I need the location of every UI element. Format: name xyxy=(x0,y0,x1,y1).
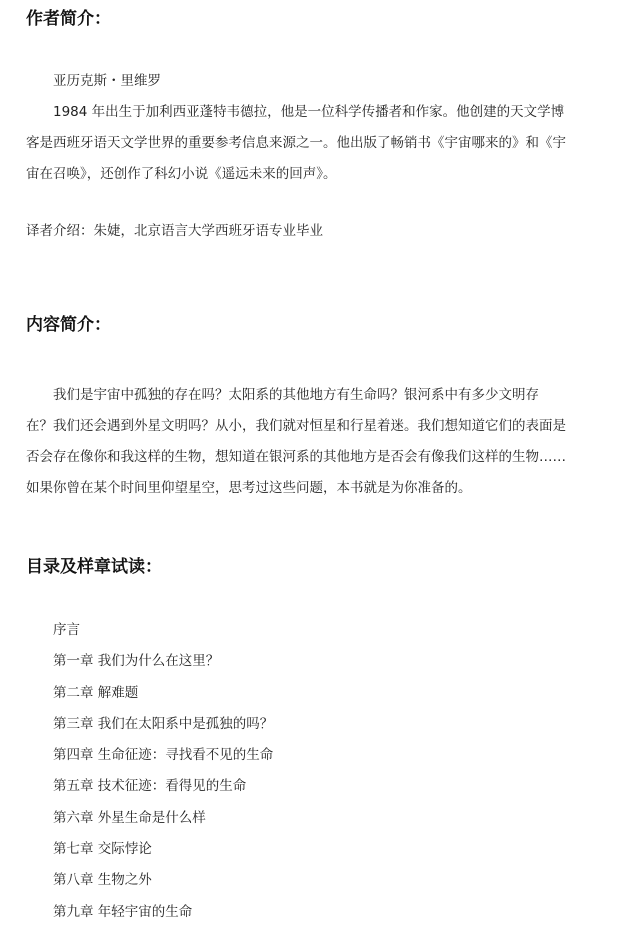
toc-list xyxy=(53,615,273,928)
toc-item-chapter-2[interactable]: 第二章 解难题 xyxy=(53,684,139,701)
author-bio xyxy=(26,66,582,190)
content-line: 如果你曾在某个时间里仰望星空，思考过这些问题，本书就是为你准备的。 xyxy=(26,480,472,496)
content-line: 在？我们还会遇到外星文明吗？从小，我们就对恒星和行星着迷。我们想知道它们的表面是 xyxy=(26,418,566,434)
content-line: 我们是宇宙中孤独的存在吗？太阳系的其他地方有生命吗？银河系中有多少文明存 xyxy=(53,387,539,403)
toc-item-chapter-8[interactable]: 第八章 生物之外 xyxy=(53,872,152,889)
content-intro-body xyxy=(26,380,582,504)
toc-item-chapter-6[interactable]: 第六章 外星生命是什么样 xyxy=(53,809,206,826)
toc-item-chapter-5[interactable]: 第五章 技术征迹：看得见的生命 xyxy=(53,778,247,795)
author-intro-heading: 作者简介： xyxy=(26,9,111,29)
toc-item-chapter-4[interactable]: 第四章 生命征迹：寻找看不见的生命 xyxy=(53,747,274,764)
author-bio-line: 1984 年出生于加利西亚蓬特韦德拉，他是一位科学传播者和作家。他创建的天文学博 xyxy=(53,104,565,120)
toc-item-chapter-3[interactable]: 第三章 我们在太阳系中是孤独的吗？ xyxy=(53,715,274,732)
translator-intro xyxy=(26,216,582,247)
author-name: 亚历克斯・里维罗 xyxy=(53,73,161,89)
translator-line: 译者介绍：朱婕，北京语言大学西班牙语专业毕业 xyxy=(26,223,323,239)
author-bio-line: 宙在召唤》，还创作了科幻小说《遥远未来的回声》。 xyxy=(26,166,337,182)
content-line: 否会存在像你和我这样的生物，想知道在银河系的其他地方是否会有像我们这样的生物…… xyxy=(26,449,566,465)
toc-item-chapter-1[interactable]: 第一章 我们为什么在这里？ xyxy=(53,653,220,670)
toc-item-preface[interactable]: 序言 xyxy=(53,622,80,638)
toc-item-chapter-7[interactable]: 第七章 交际悖论 xyxy=(53,841,152,858)
toc-heading: 目录及样章试读： xyxy=(26,557,162,577)
toc-item-chapter-9[interactable]: 第九章 年轻宇宙的生命 xyxy=(53,903,193,920)
author-bio-line: 客是西班牙语天文学世界的重要参考信息来源之一。他出版了畅销书《宇宙哪来的》和《宇 xyxy=(26,135,566,151)
content-intro-heading: 内容简介： xyxy=(26,315,111,335)
